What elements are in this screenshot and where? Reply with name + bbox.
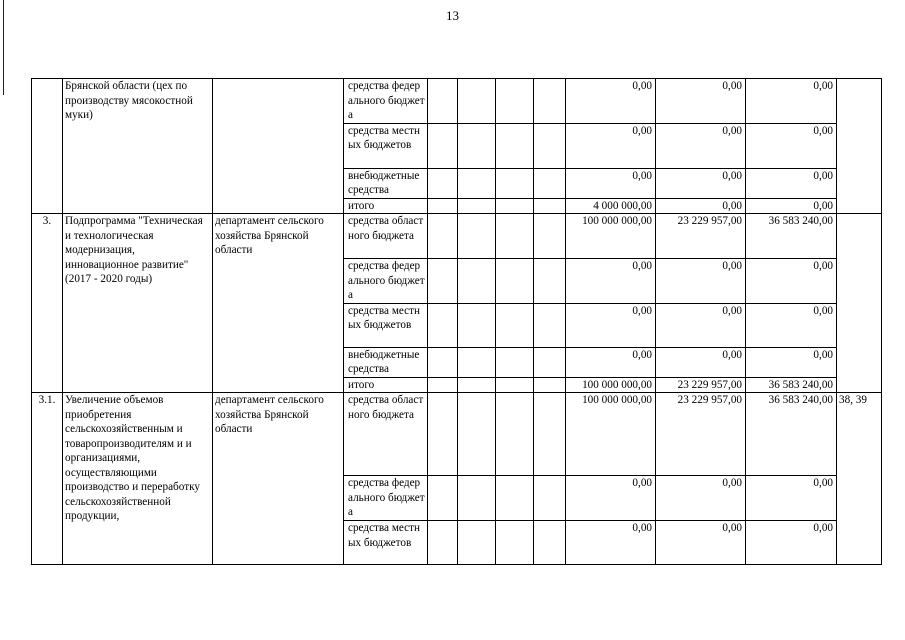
empty-cell: [534, 393, 566, 476]
empty-cell: [428, 123, 458, 168]
empty-cell: [458, 214, 496, 259]
budget-table: [31, 78, 882, 565]
empty-cell: [496, 377, 534, 393]
empty-cell: [428, 393, 458, 476]
row-number: 3.1.: [32, 393, 63, 565]
amount: 0,00: [566, 259, 656, 304]
amount: 0,00: [746, 123, 837, 168]
amount: 0,00: [656, 347, 746, 377]
amount: 4 000 000,00: [566, 198, 656, 214]
amount: 0,00: [566, 476, 656, 521]
empty-cell: [534, 259, 566, 304]
empty-cell: [428, 347, 458, 377]
amount: 100 000 000,00: [566, 214, 656, 259]
empty-cell: [837, 79, 882, 214]
funding-source: внебюджетные средства: [344, 168, 428, 198]
funding-source: внебюджетные средства: [344, 347, 428, 377]
empty-cell: [428, 521, 458, 565]
empty-cell: [534, 214, 566, 259]
amount: 0,00: [746, 168, 837, 198]
amount: 36 583 240,00: [746, 393, 837, 476]
empty-cell: [428, 259, 458, 304]
amount: 0,00: [566, 168, 656, 198]
funding-source: итого: [344, 377, 428, 393]
empty-cell: [496, 521, 534, 565]
empty-cell: [458, 521, 496, 565]
empty-cell: [534, 377, 566, 393]
amount: 0,00: [656, 168, 746, 198]
amount: 0,00: [656, 79, 746, 124]
empty-cell: [534, 476, 566, 521]
empty-cell: [534, 303, 566, 347]
empty-cell: [534, 521, 566, 565]
empty-cell: [837, 214, 882, 393]
empty-cell: [428, 303, 458, 347]
funding-source: средства областного бюджета: [344, 393, 428, 476]
amount: 36 583 240,00: [746, 214, 837, 259]
activity-name: Увеличение объемов приобретения сельскохозяйственным и товаропроизводителям и и организациями, осуществляющими производство и переработку сельскохозяйственной продукции,: [63, 393, 213, 565]
empty-cell: [458, 347, 496, 377]
funding-source: средства местных бюджетов: [344, 123, 428, 168]
amount: 0,00: [656, 198, 746, 214]
empty-cell: [496, 168, 534, 198]
amount: 23 229 957,00: [656, 377, 746, 393]
amount: 0,00: [566, 521, 656, 565]
table-row: [32, 79, 882, 124]
empty-cell: [428, 198, 458, 214]
funding-source: итого: [344, 198, 428, 214]
funding-source: средства местных бюджетов: [344, 521, 428, 565]
amount: 0,00: [746, 259, 837, 304]
empty-cell: [458, 393, 496, 476]
empty-cell: [534, 168, 566, 198]
empty-cell: [496, 476, 534, 521]
empty-cell: [458, 303, 496, 347]
amount: 23 229 957,00: [656, 214, 746, 259]
empty-cell: [458, 123, 496, 168]
empty-cell: [428, 377, 458, 393]
row-number: 3.: [32, 214, 63, 393]
empty-cell: [428, 168, 458, 198]
funding-source: средства федерального бюджета: [344, 476, 428, 521]
amount: 0,00: [746, 79, 837, 124]
indicator-ref: 38, 39: [837, 393, 882, 565]
page-number: 13: [446, 8, 459, 23]
amount: 0,00: [746, 198, 837, 214]
empty-cell: [496, 79, 534, 124]
empty-cell: [496, 393, 534, 476]
amount: 0,00: [566, 79, 656, 124]
amount: 0,00: [746, 303, 837, 347]
empty-cell: [496, 303, 534, 347]
amount: 0,00: [566, 347, 656, 377]
empty-cell: [428, 79, 458, 124]
empty-cell: [458, 476, 496, 521]
empty-cell: [428, 214, 458, 259]
amount: 100 000 000,00: [566, 377, 656, 393]
empty-cell: [534, 198, 566, 214]
empty-cell: [458, 259, 496, 304]
amount: 0,00: [746, 347, 837, 377]
activity-name: Брянской области (цех по производству мясокостной муки): [63, 79, 213, 214]
empty-cell: [496, 123, 534, 168]
amount: 0,00: [656, 476, 746, 521]
amount: 0,00: [656, 259, 746, 304]
funding-source: средства местных бюджетов: [344, 303, 428, 347]
empty-cell: [458, 79, 496, 124]
margin-rule: [3, 0, 4, 95]
empty-cell: [428, 476, 458, 521]
table-row: [32, 214, 882, 259]
amount: 0,00: [566, 123, 656, 168]
amount: 0,00: [656, 123, 746, 168]
funding-source: средства федерального бюджета: [344, 259, 428, 304]
funding-source: средства областного бюджета: [344, 214, 428, 259]
empty-cell: [496, 214, 534, 259]
empty-cell: [458, 198, 496, 214]
empty-cell: [496, 259, 534, 304]
empty-cell: [496, 347, 534, 377]
amount: 0,00: [746, 476, 837, 521]
amount: 36 583 240,00: [746, 377, 837, 393]
empty-cell: [534, 347, 566, 377]
amount: 0,00: [656, 303, 746, 347]
empty-cell: [458, 377, 496, 393]
empty-cell: [534, 79, 566, 124]
funding-source: средства федерального бюджета: [344, 79, 428, 124]
empty-cell: [496, 198, 534, 214]
amount: 0,00: [746, 521, 837, 565]
empty-cell: [458, 168, 496, 198]
amount: 23 229 957,00: [656, 393, 746, 476]
amount: 0,00: [656, 521, 746, 565]
amount: 0,00: [566, 303, 656, 347]
activity-name: Подпрограмма "Техническая и технологическая модернизация, инновационное развитие" (2017 - 2020 годы): [63, 214, 213, 393]
executor: департамент сельского хозяйства Брянской области: [213, 393, 344, 565]
executor: департамент сельского хозяйства Брянской области: [213, 214, 344, 393]
table-row: [32, 393, 882, 476]
empty-cell: [534, 123, 566, 168]
amount: 100 000 000,00: [566, 393, 656, 476]
